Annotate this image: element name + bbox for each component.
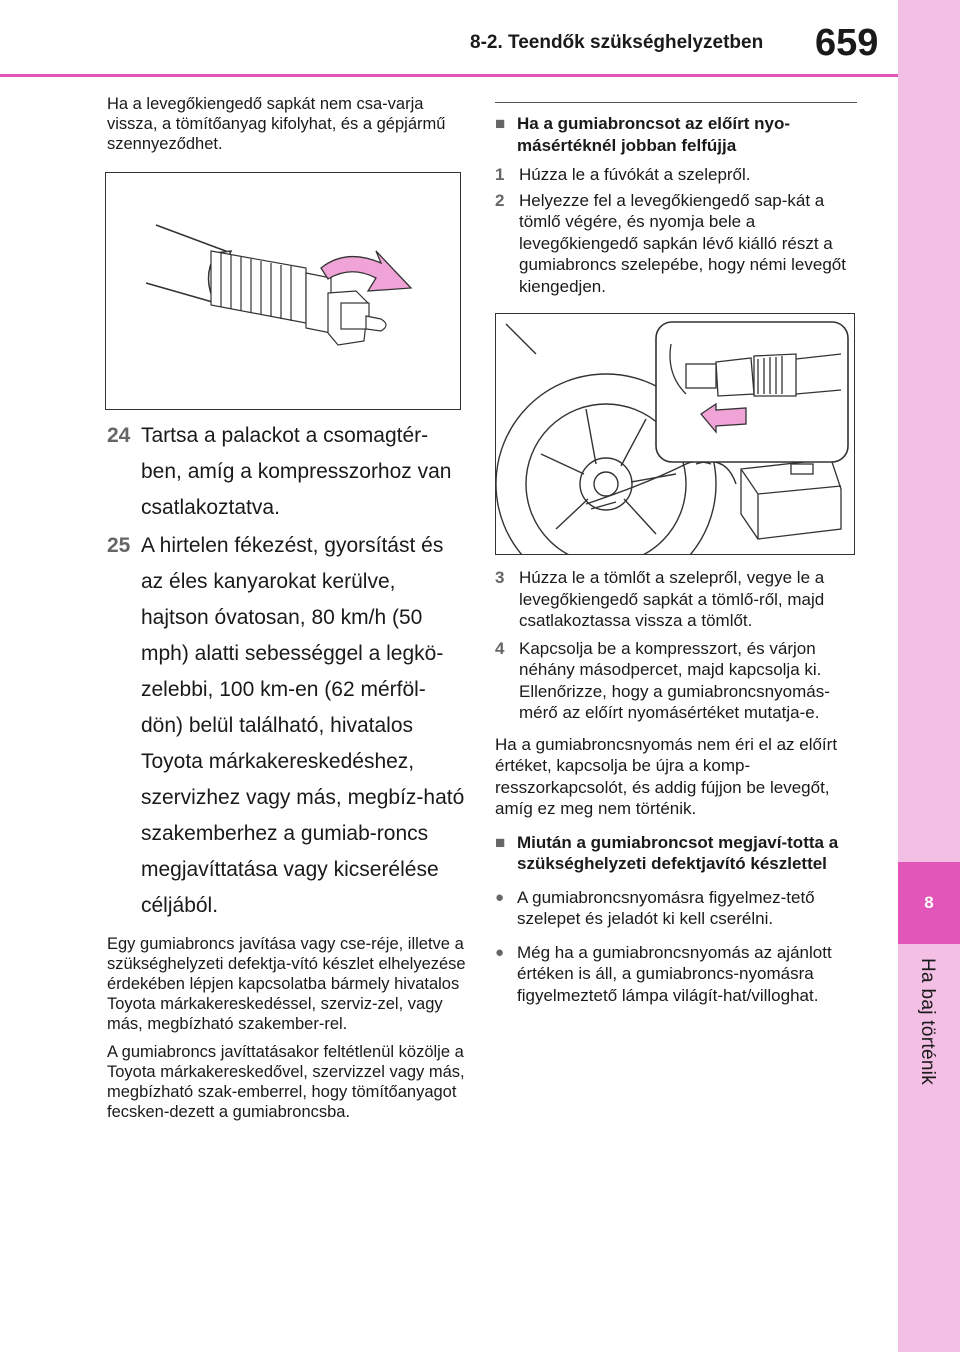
circle-bullet-icon: ● — [495, 943, 505, 961]
header-rule — [0, 74, 898, 77]
left-column — [107, 94, 467, 1122]
chapter-number: 8 — [898, 862, 960, 944]
pressure-paragraph: Ha a gumiabroncsnyomás nem éri el az előírt értéket, kapcsolja be újra a komp-resszorkapcsolót, és addig fújjon be levegőt, amíg ez meg nem történik. — [495, 734, 838, 818]
bullet-item: ● A gumiabroncsnyomásra figyelmez-tető szelepet és jeladót ki kell cserélni. — [495, 887, 815, 928]
bullet-item: ● Még ha a gumiabroncsnyomás az ajánlott értéken is áll, a gumiabroncs-nyomásra figyelmeztető lámpa világít-hat/villoghat. — [495, 942, 832, 1005]
repair-notice-paragraph: A gumiabroncs javíttatásakor feltétlenül közölje a Toyota márkakereskedővel, szervizzel vagy más, megbízható szak-emberrel, hogy tömítőanyagot fecsken-dezett a gumiabroncsba. — [107, 1043, 465, 1121]
step-2: 2 Helyezze fel a levegőkiengedő sap-kát a tömlő végére, és nyomja bele a levegőkiengedő sapkán lévő kiálló részt a gumiabroncs szelepébe, hogy némi levegőt kiengedjen. — [495, 190, 846, 296]
intro-paragraph: Ha a levegőkiengedő sapkát nem csa-varja vissza, a tömítőanyag kifolyhat, és a gépjármű szennyeződhet. — [107, 95, 446, 153]
overinflation-heading: ■ Ha a gumiabroncsot az előírt nyo-másértéknél jobban felfújja — [495, 114, 790, 155]
step-4: 4 Kapcsolja be a kompresszort, és várjon néhány másodpercet, majd kapcsolja ki. Ellenőrizze, hogy a gumiabroncsnyomás-mérő az előírt nyomásértéket mutatja-e. — [495, 638, 830, 722]
hose-cap-drawing — [106, 173, 460, 409]
section-rule — [495, 102, 857, 103]
side-tab — [898, 0, 960, 1352]
circle-bullet-icon: ● — [495, 888, 505, 906]
valve-cap-illustration — [105, 172, 461, 410]
page-number: 659 — [815, 22, 879, 64]
tire-valve-illustration — [495, 313, 855, 555]
contact-paragraph: Egy gumiabroncs javítása vagy cse-réje, illetve a szükséghelyzeti defektja-vító készlet elhelyezése érdekében lépjen kapcsolatba bármely hivatalos Toyota márkakereskedéssel, szerviz-zel, vagy más, megbízható szakember-rel. — [107, 935, 466, 1033]
section-title: 8-2. Teendők szükséghelyzetben — [470, 32, 764, 53]
after-repair-heading: ■ Miután a gumiabroncsot megjaví-totta a szükséghelyzeti defektjavító készlettel — [495, 832, 839, 873]
step-24: 24 Tartsa a palackot a csomagtér-ben, amíg a kompresszorhoz van csatlakoztatva. — [107, 424, 452, 519]
rotate-arrow-icon — [321, 251, 411, 291]
step-25: 25 A hirtelen fékezést, gyorsítást és az éles kanyarokat kerülve, hajtson óvatosan, 80 km/h (50 mph) alatti sebességgel a legkö-zelebbi, 100 km-en (62 mérföl-dön) belül található, hivatalos Toyota márkakereskedéshez, szervizhez vagy más, megbíz-ható szakemberhez a gumiab-roncs megjavíttatása vagy kicserélése céljából. — [107, 534, 465, 917]
step-3: 3 Húzza le a tömlőt a szelepről, vegye le a levegőkiengedő sapkát a tömlő-ről, majd csatlakoztassa vissza a tömlőt. — [495, 568, 825, 630]
wheel-compressor-drawing — [496, 314, 854, 554]
square-bullet-icon: ■ — [495, 832, 506, 852]
square-bullet-icon: ■ — [495, 114, 506, 133]
chapter-label: Ha baj történik — [917, 958, 938, 1086]
step-1: 1 Húzza le a fúvókát a szelepről. — [495, 165, 751, 184]
right-column — [495, 102, 857, 1006]
